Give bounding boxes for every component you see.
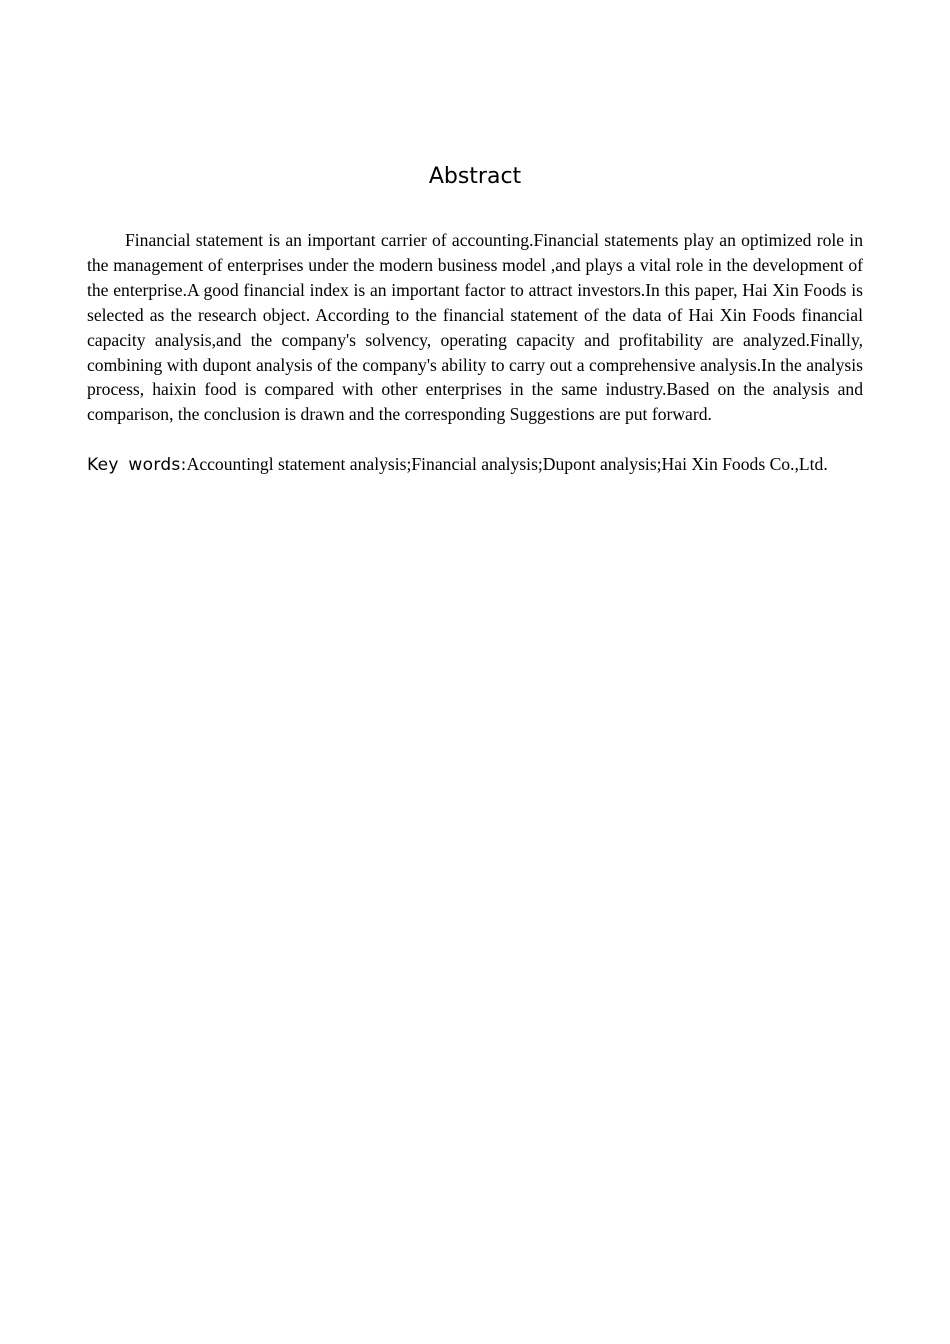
abstract-paragraph: Financial statement is an important carrier of accounting.Financial statements play an optimized role in the management of enterprises under the modern business model ,and plays a vital role in the development of the enterprise.A good financial index is an important factor to attract investors.In this paper, Hai Xin Foods is selected as the research object. According to the financial statement of the data of Hai Xin Foods financial capacity analysis,and the company's solvency, operating capacity and profitability are analyzed.Finally, combining with dupont analysis of the company's ability to carry out a comprehensive analysis.In the analysis process, haixin food is compared with other enterprises in the same industry.Based on the analysis and comparison, the conclusion is drawn and the corresponding Suggestions are put forward. (87, 230, 863, 425)
page-title: Abstract (428, 164, 522, 189)
keywords-label: Key words: (87, 455, 187, 475)
keywords-line (87, 452, 863, 478)
keywords-text: Accountingl statement analysis;Financial analysis;Dupont analysis;Hai Xin Foods Co.,Ltd. (186, 454, 828, 474)
